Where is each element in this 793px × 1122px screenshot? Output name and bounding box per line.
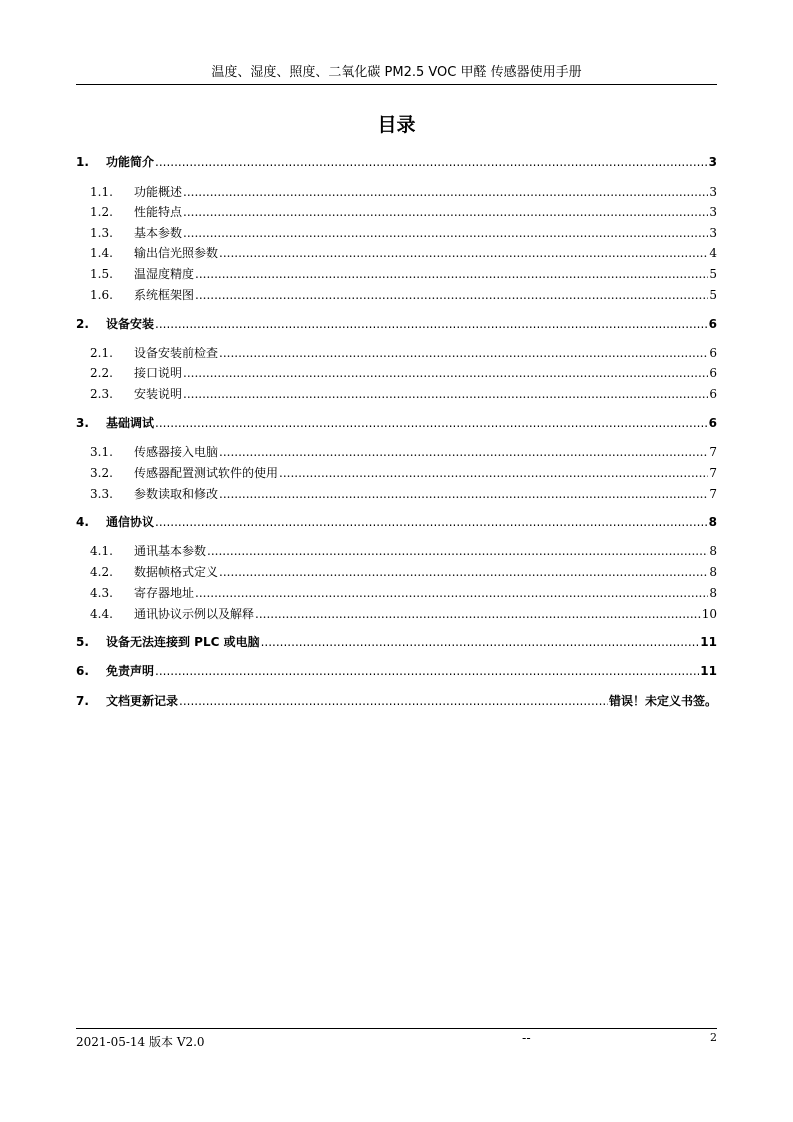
- toc-entry-section[interactable]: [76, 224, 717, 242]
- toc-entry-chapter[interactable]: [76, 513, 717, 531]
- toc-entry-page: 3: [709, 226, 717, 240]
- toc-entry-number: 2.1.: [90, 346, 113, 360]
- toc-entry-page: 8: [709, 565, 717, 579]
- toc-entry-label: 基础调试: [106, 416, 155, 430]
- toc-dot-leader: [183, 385, 708, 403]
- page-footer: [76, 1028, 717, 1053]
- toc-entry-number: 1.3.: [90, 226, 113, 240]
- toc-entry-page: 3: [709, 185, 717, 199]
- toc-entry-section[interactable]: [76, 385, 717, 403]
- toc-entry-section[interactable]: [76, 203, 717, 221]
- toc-entry-label: 通讯基本参数: [134, 544, 207, 558]
- toc-entry-page: 3: [709, 205, 717, 219]
- toc-entry-section[interactable]: [76, 485, 717, 503]
- toc-entry-label: 寄存器地址: [134, 586, 195, 600]
- toc-dot-leader: [155, 414, 708, 432]
- toc-entry-section[interactable]: [76, 563, 717, 581]
- toc-entry-number: 1.5.: [90, 267, 113, 281]
- toc-entry-label: 功能简介: [106, 155, 155, 169]
- toc-entry-number: 4.3.: [90, 586, 113, 600]
- toc-entry-page: 5: [709, 267, 717, 281]
- toc-entry-page: 8: [708, 515, 717, 529]
- toc-dot-leader: [179, 692, 608, 710]
- toc-entry-label: 输出信光照参数: [134, 246, 219, 260]
- toc-entry-page: 6: [709, 346, 717, 360]
- toc-entry-section[interactable]: [76, 584, 717, 602]
- toc-dot-leader: [207, 542, 708, 560]
- toc-entry-number: 3.2.: [90, 466, 113, 480]
- toc-dot-leader: [183, 203, 708, 221]
- footer-page-number: 2: [710, 1031, 717, 1044]
- toc-entry-page: 3: [708, 155, 717, 169]
- toc-dot-leader: [183, 224, 708, 242]
- toc-entry-label: 数据帧格式定义: [134, 565, 219, 579]
- toc-entry-chapter[interactable]: [76, 692, 717, 710]
- toc-dot-leader: [219, 244, 708, 262]
- toc-entry-page: 8: [709, 586, 717, 600]
- toc-entry-page: 错误！未定义书签。: [608, 694, 717, 708]
- toc-dot-leader: [195, 265, 708, 283]
- toc-entry-label: 系统框架图: [134, 288, 195, 302]
- toc-dot-leader: [183, 183, 708, 201]
- toc-entry-label: 文档更新记录: [106, 694, 179, 708]
- toc-entry-page: 7: [709, 466, 717, 480]
- toc-entry-label: 通讯协议示例以及解释: [134, 607, 255, 621]
- toc-entry-chapter[interactable]: [76, 315, 717, 333]
- toc-entry-page: 6: [708, 317, 717, 331]
- toc-dot-leader: [155, 153, 708, 171]
- toc-dot-leader: [255, 605, 701, 623]
- toc-entry-page: 5: [709, 288, 717, 302]
- footer-mid: --: [522, 1031, 531, 1045]
- toc-dot-leader: [219, 563, 708, 581]
- toc-entry-page: 7: [709, 445, 717, 459]
- toc-entry-number: 2.2.: [90, 366, 113, 380]
- toc-dot-leader: [155, 662, 699, 680]
- toc-entry-page: 11: [700, 635, 717, 649]
- toc-entry-number: 7.: [76, 694, 89, 708]
- toc-entry-page: 11: [700, 664, 717, 678]
- footer-date-version: 2021-05-14 版本 V2.0: [76, 1035, 205, 1049]
- toc-entry-number: 2.: [76, 317, 89, 331]
- toc-entry-page: 6: [709, 387, 717, 401]
- toc-entry-number: 4.: [76, 515, 89, 529]
- toc-entry-section[interactable]: [76, 244, 717, 262]
- toc-entry-label: 安装说明: [134, 387, 183, 401]
- toc-entry-number: 1.4.: [90, 246, 113, 260]
- toc-entry-label: 设备无法连接到 PLC 或电脑: [106, 635, 260, 649]
- toc-entry-number: 5.: [76, 635, 89, 649]
- toc-entry-page: 8: [709, 544, 717, 558]
- toc-entry-chapter[interactable]: [76, 633, 717, 651]
- toc-entry-chapter[interactable]: [76, 414, 717, 432]
- toc-entry-section[interactable]: [76, 464, 717, 482]
- toc-entry-label: 性能特点: [134, 205, 183, 219]
- toc-entry-number: 4.4.: [90, 607, 113, 621]
- toc-dot-leader: [183, 364, 708, 382]
- toc-entry-section[interactable]: [76, 286, 717, 304]
- toc-entry-label: 设备安装前检查: [134, 346, 219, 360]
- toc-entry-number: 3.3.: [90, 487, 113, 501]
- toc-dot-leader: [155, 513, 708, 531]
- toc-entry-number: 4.1.: [90, 544, 113, 558]
- toc-entry-section[interactable]: [76, 443, 717, 461]
- toc-entry-chapter[interactable]: [76, 662, 717, 680]
- toc-entry-label: 功能概述: [134, 185, 183, 199]
- toc-entry-number: 1.: [76, 155, 89, 169]
- toc-entry-number: 1.1.: [90, 185, 113, 199]
- page-title: 目录: [377, 114, 416, 136]
- toc-dot-leader: [195, 584, 708, 602]
- toc-entry-number: 4.2.: [90, 565, 113, 579]
- toc-dot-leader: [155, 315, 708, 333]
- toc-dot-leader: [219, 485, 708, 503]
- toc-entry-label: 传感器配置测试软件的使用: [134, 466, 279, 480]
- toc-entry-page: 6: [709, 366, 717, 380]
- toc-entry-label: 接口说明: [134, 366, 183, 380]
- toc-entry-page: 7: [709, 487, 717, 501]
- toc-entry-label: 温湿度精度: [134, 267, 195, 281]
- toc-dot-leader: [219, 344, 708, 362]
- toc-entry-section[interactable]: [76, 364, 717, 382]
- toc-entry-page: 6: [708, 416, 717, 430]
- toc-entry-label: 通信协议: [106, 515, 155, 529]
- toc-entry-label: 参数读取和修改: [134, 487, 219, 501]
- toc-entry-number: 6.: [76, 664, 89, 678]
- toc-entry-number: 2.3.: [90, 387, 113, 401]
- toc-entry-number: 3.: [76, 416, 89, 430]
- toc-entry-page: 4: [709, 246, 717, 260]
- toc-entry-section[interactable]: [76, 344, 717, 362]
- toc-dot-leader: [195, 286, 708, 304]
- toc-entry-chapter[interactable]: [76, 153, 717, 171]
- toc-entry-number: 1.6.: [90, 288, 113, 302]
- toc-entry-number: 3.1.: [90, 445, 113, 459]
- toc-entry-page: 10: [701, 607, 717, 621]
- toc-entry-label: 基本参数: [134, 226, 183, 240]
- toc-entry-number: 1.2.: [90, 205, 113, 219]
- toc-dot-leader: [279, 464, 708, 482]
- toc-dot-leader: [261, 633, 700, 651]
- toc-dot-leader: [219, 443, 708, 461]
- toc-entry-section[interactable]: [76, 265, 717, 283]
- toc-entry-section[interactable]: [76, 605, 717, 623]
- toc-entry-label: 传感器接入电脑: [134, 445, 219, 459]
- toc-entry-section[interactable]: [76, 542, 717, 560]
- running-header: [76, 62, 717, 85]
- toc-entry-label: 免责声明: [106, 664, 155, 678]
- toc-entry-label: 设备安装: [106, 317, 155, 331]
- header-text: 温度、湿度、照度、二氧化碳 PM2.5 VOC 甲醛 传感器使用手册: [211, 65, 582, 80]
- toc-entry-section[interactable]: [76, 183, 717, 201]
